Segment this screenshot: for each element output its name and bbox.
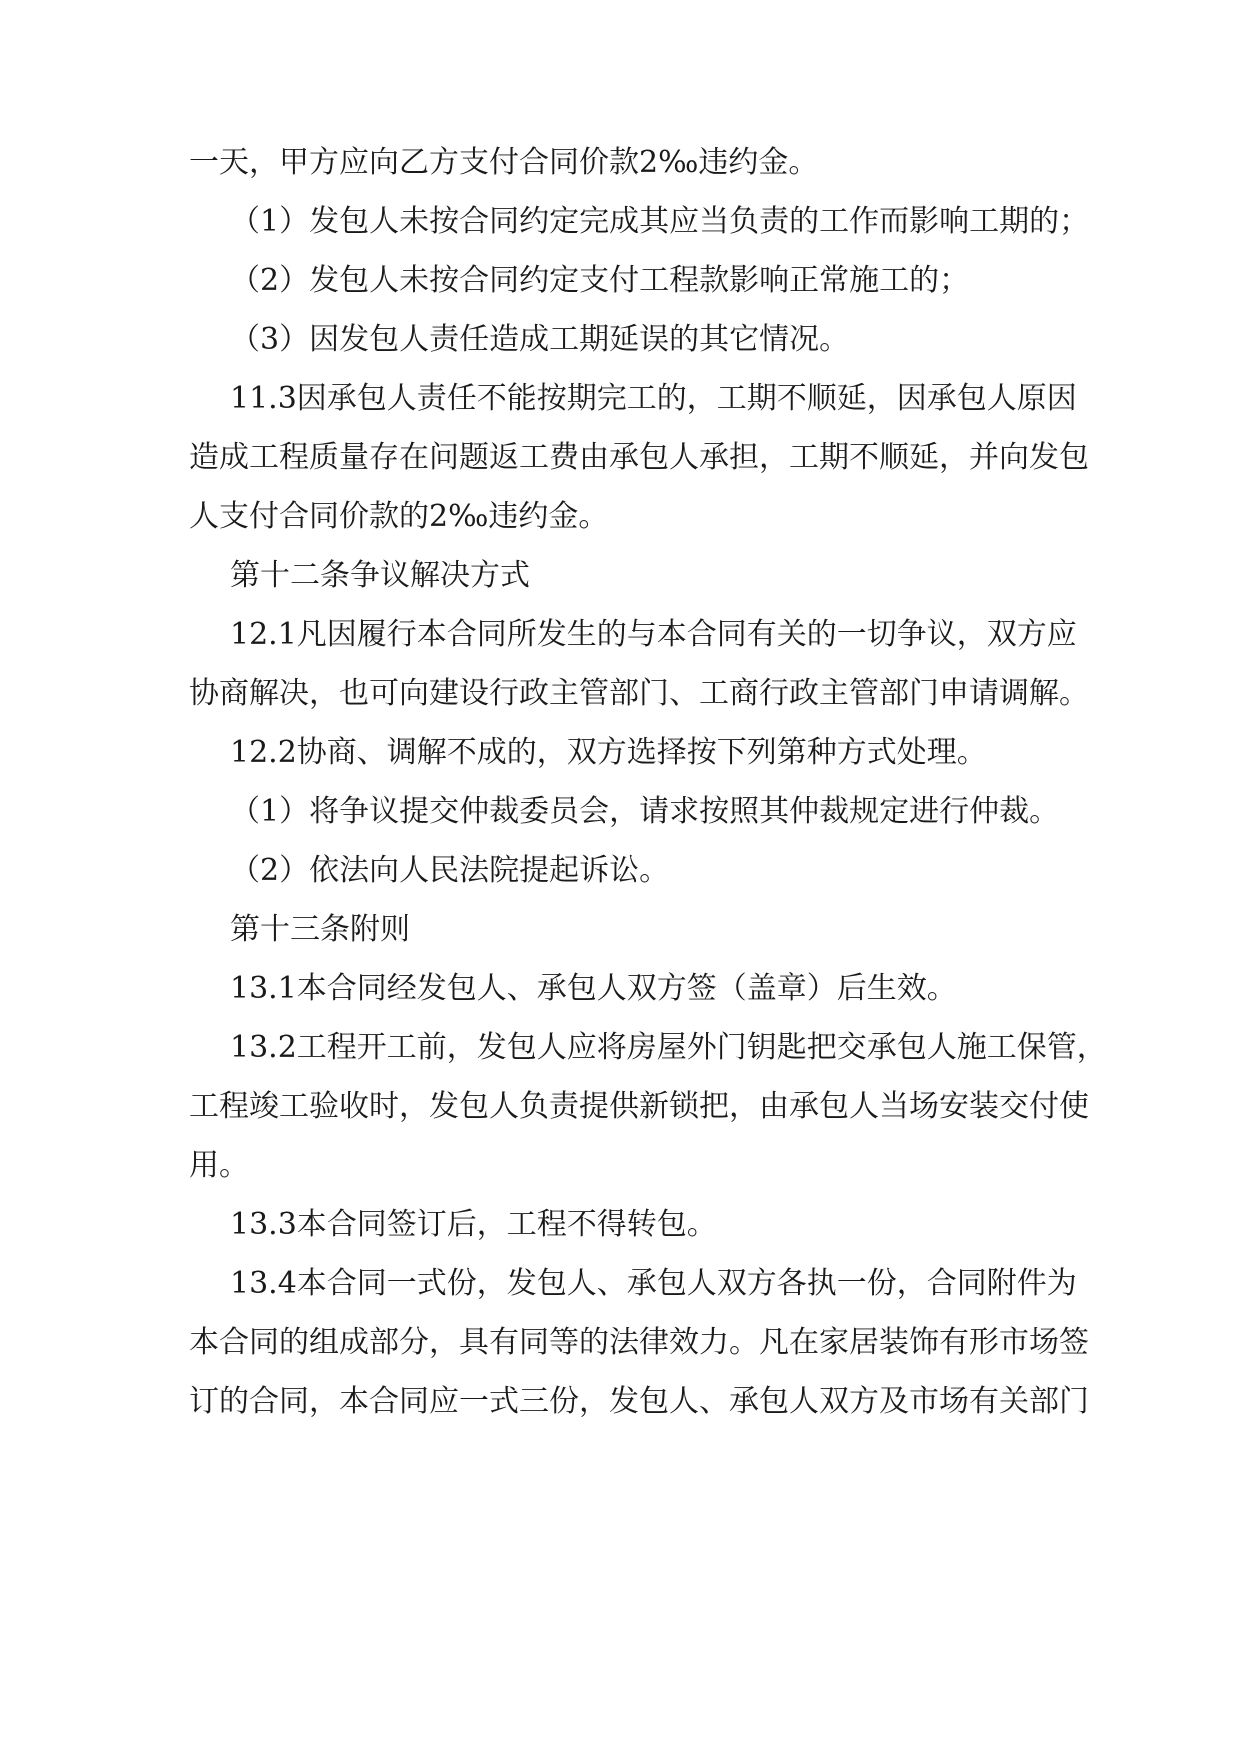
text-line: 用。	[189, 1148, 249, 1183]
section-heading: 第十三条附则	[230, 912, 410, 947]
text-line: 工程竣工验收时，发包人负责提供新锁把，由承包人当场安装交付使	[189, 1089, 1089, 1124]
text-line: 一天，甲方应向乙方支付合同价款2‰违约金。	[189, 145, 819, 180]
text-line: （2）发包人未按合同约定支付工程款影响正常施工的；	[230, 263, 970, 298]
text-line: 13.4本合同一式份，发包人、承包人双方各执一份，合同附件为	[230, 1266, 1077, 1301]
text-line: 人支付合同价款的2‰违约金。	[189, 499, 609, 534]
text-line: （1）发包人未按合同约定完成其应当负责的工作而影响工期的；	[230, 204, 1090, 239]
text-line: 12.2协商、调解不成的，双方选择按下列第种方式处理。	[230, 735, 987, 770]
text-line: 订的合同，本合同应一式三份，发包人、承包人双方及市场有关部门	[189, 1384, 1089, 1419]
text-line: 协商解决，也可向建设行政主管部门、工商行政主管部门申请调解。	[189, 676, 1089, 711]
section-heading: 第十二条争议解决方式	[230, 558, 530, 593]
text-line: 11.3因承包人责任不能按期完工的，工期不顺延，因承包人原因	[230, 381, 1077, 416]
text-line: （3）因发包人责任造成工期延误的其它情况。	[230, 322, 850, 357]
text-line: 12.1凡因履行本合同所发生的与本合同有关的一切争议，双方应	[230, 617, 1077, 652]
text-line: 造成工程质量存在问题返工费由承包人承担，工期不顺延，并向发包	[189, 440, 1089, 475]
text-line: 本合同的组成部分，具有同等的法律效力。凡在家居装饰有形市场签	[189, 1325, 1089, 1360]
text-line: 13.2工程开工前，发包人应将房屋外门钥匙把交承包人施工保管，	[230, 1030, 1107, 1065]
text-line: 13.3本合同签订后，工程不得转包。	[230, 1207, 717, 1242]
text-line: （2）依法向人民法院提起诉讼。	[230, 853, 670, 888]
text-line: （1）将争议提交仲裁委员会，请求按照其仲裁规定进行仲裁。	[230, 794, 1060, 829]
text-line: 13.1本合同经发包人、承包人双方签（盖章）后生效。	[230, 971, 957, 1006]
